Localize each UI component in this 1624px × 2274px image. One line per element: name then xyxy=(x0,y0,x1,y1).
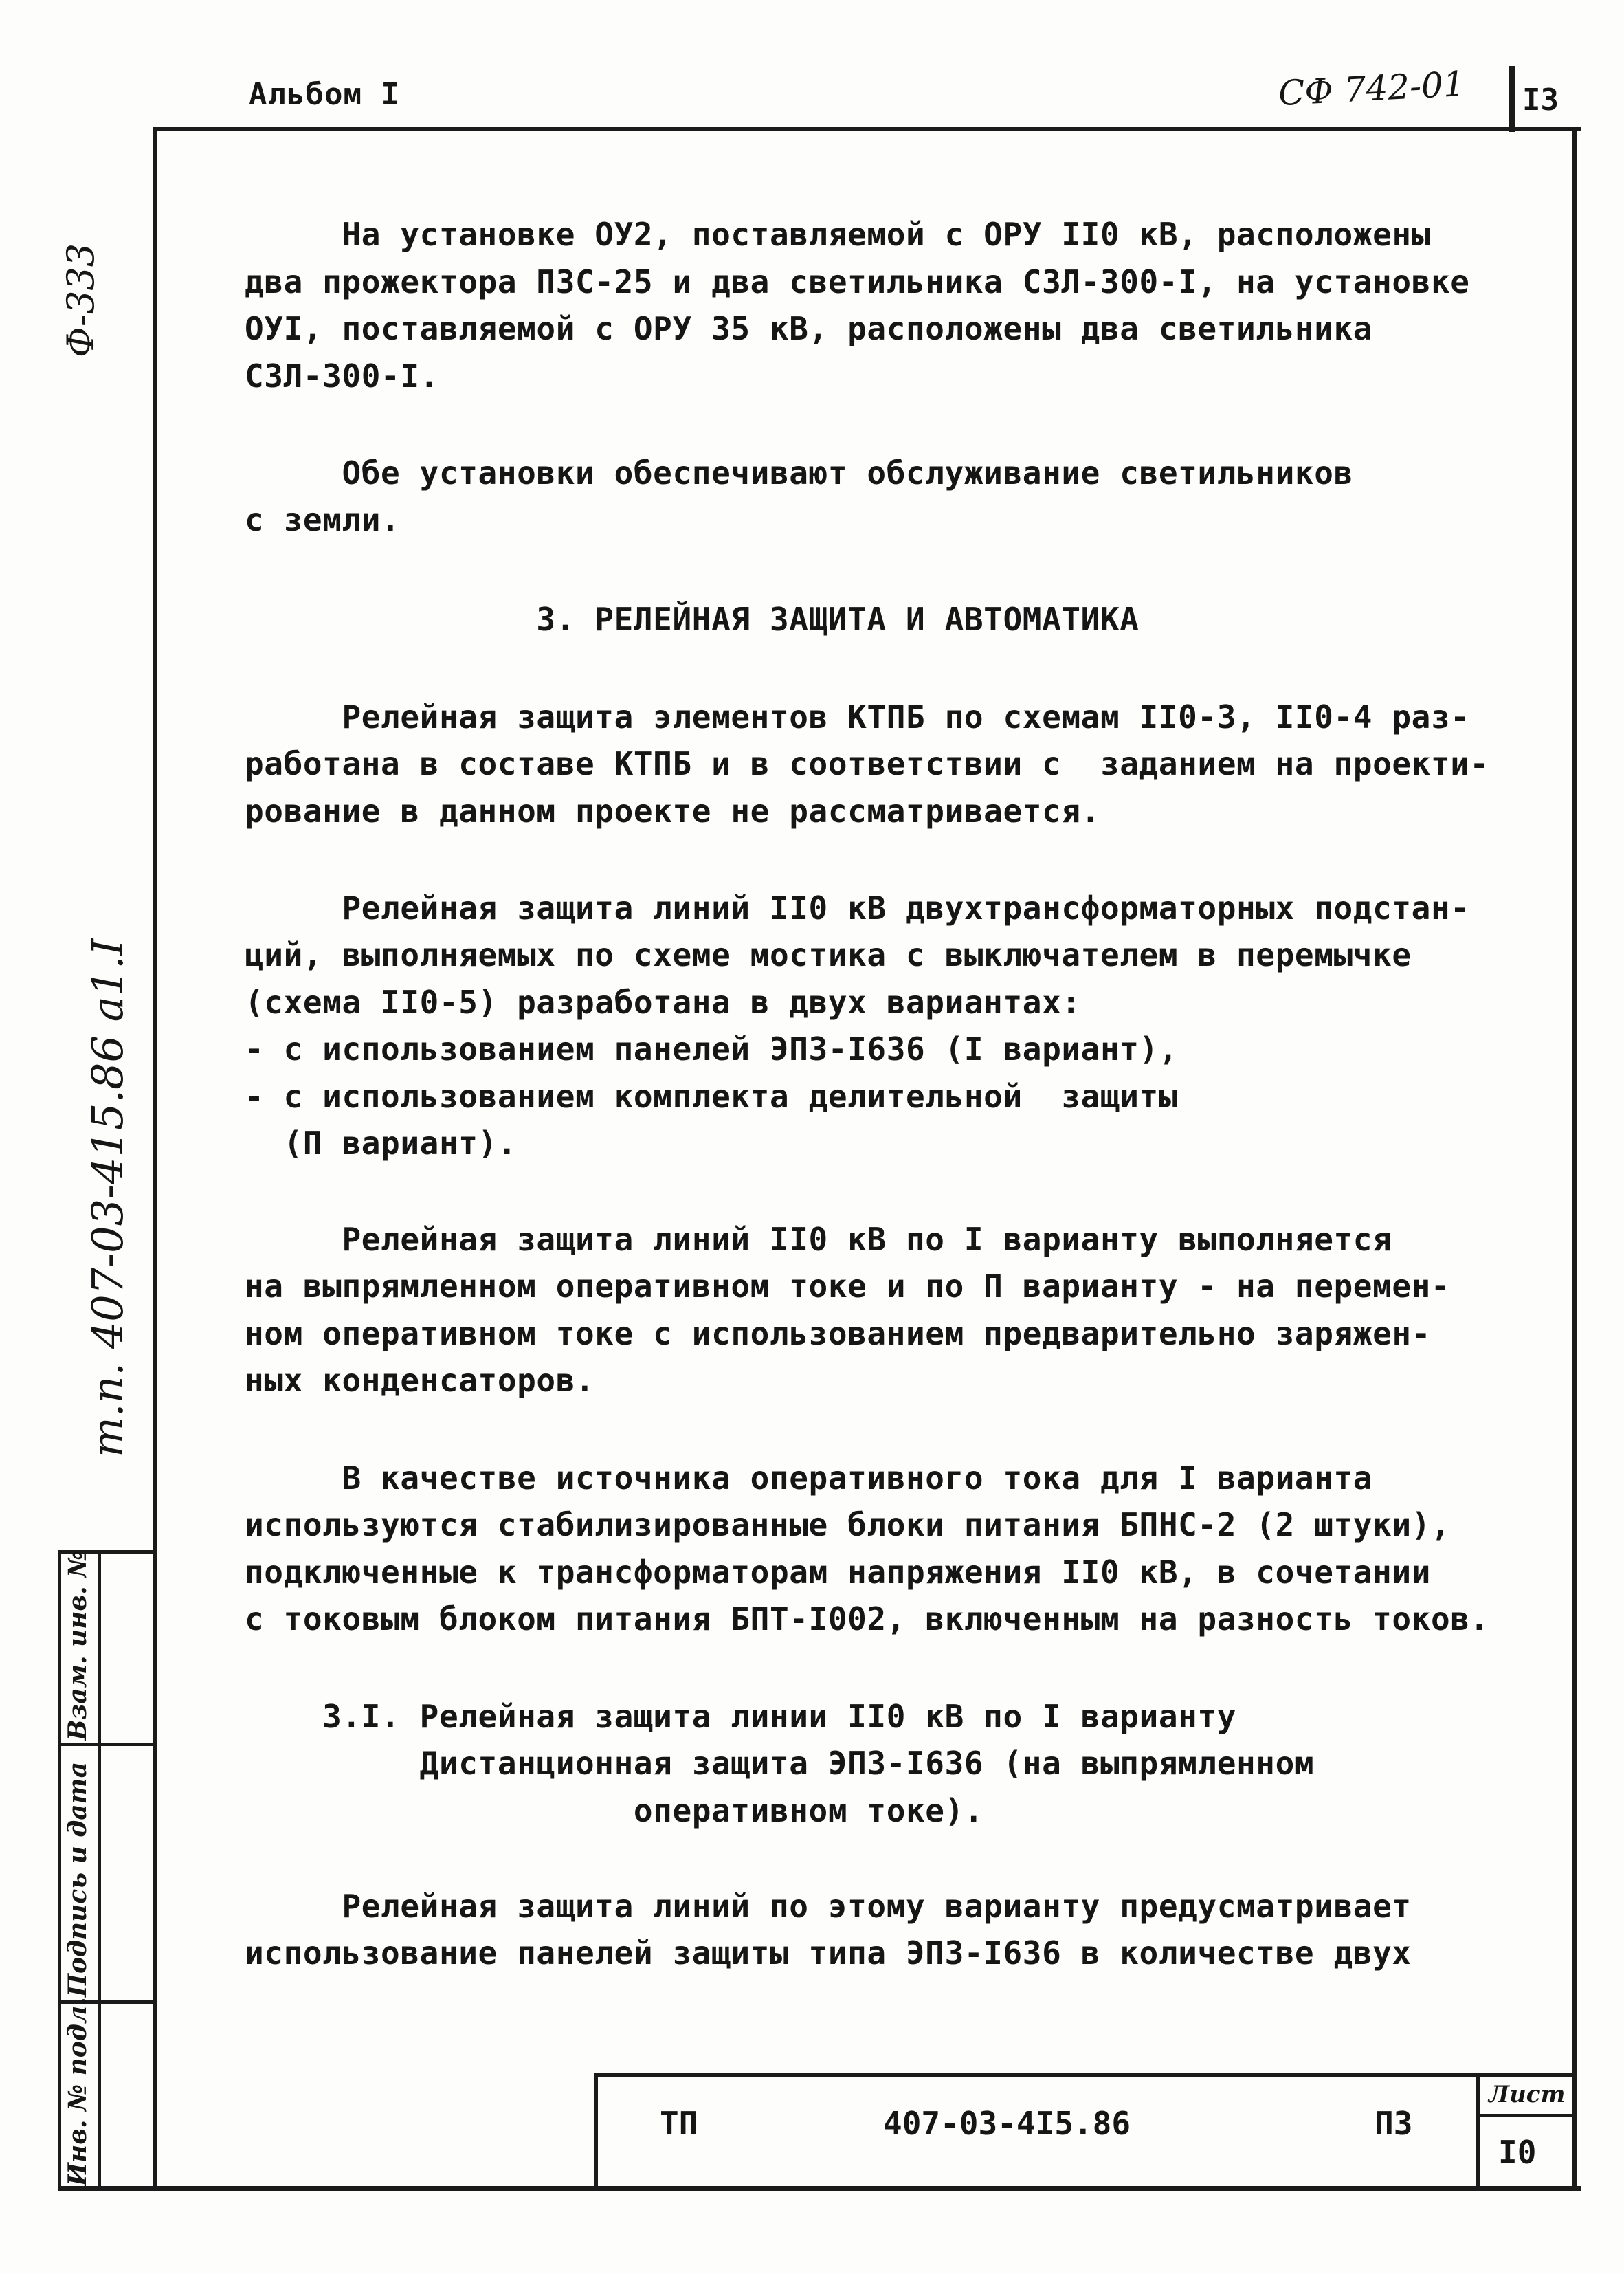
frame-left xyxy=(153,127,157,2189)
document-code: СФ 742-01 xyxy=(1277,63,1466,114)
text-line: ОУI, поставляемой с ОРУ 35 кВ, расположены два светильника xyxy=(245,310,1373,347)
text-line: работана в составе КТПБ и в соответствии с заданием на проекти- xyxy=(245,745,1489,782)
stamp-outer-left xyxy=(58,1550,61,2189)
document-type: ТП xyxy=(660,2105,698,2142)
subsection-heading: оперативном токе). xyxy=(245,1792,984,1829)
album-label: Альбом I xyxy=(249,77,400,112)
text-line: два прожектора ПЗС-25 и два светильника СЗЛ-300-I, на установке xyxy=(245,263,1470,300)
text-line: ном оперативном токе с использованием предварительно заряжен- xyxy=(245,1315,1431,1352)
text-line: На установке ОУ2, поставляемой с ОРУ II0 кВ, расположены xyxy=(245,216,1431,253)
stamp-divider xyxy=(98,1550,101,2189)
stamp-row-1 xyxy=(58,1743,155,1746)
text-line: Релейная защита линий по этому варианту предусматривает xyxy=(245,1888,1412,1925)
sheet-number: I0 xyxy=(1498,2134,1537,2171)
frame-top xyxy=(153,127,1581,131)
text-line: используются стабилизированные блоки питания БПНС-2 (2 штуки), xyxy=(245,1506,1451,1543)
form-label: Ф-333 xyxy=(59,243,102,357)
text-line: ных конденсаторов. xyxy=(245,1362,595,1399)
list-item: (П вариант). xyxy=(245,1125,518,1162)
list-item: - с использованием панелей ЭПЗ-I636 (I вариант), xyxy=(245,1030,1179,1068)
text-line: с токовым блоком питания БПТ-I002, включенным на разность токов. xyxy=(245,1600,1489,1637)
stamp-signature-date: Подпись и дата xyxy=(63,1761,92,1997)
text-line: СЗЛ-300-I. xyxy=(245,357,439,395)
subsection-heading: Дистанционная защита ЭПЗ-I636 (на выпрямленном xyxy=(245,1745,1315,1782)
project-number-handwritten: т.п. 407-03-415.86 а1.I xyxy=(82,938,133,1457)
title-block-top xyxy=(594,2073,1577,2077)
text-line: Релейная защита элементов КТПБ по схемам II0-3, II0-4 раз- xyxy=(245,698,1470,736)
section-heading: 3. РЕЛЕЙНАЯ ЗАЩИТА И АВТОМАТИКА xyxy=(245,601,1139,638)
frame-right xyxy=(1572,127,1577,2189)
subsection-heading: 3.I. Релейная защита линии II0 кВ по I варианту xyxy=(245,1698,1237,1735)
project-designation: 407-03-4I5.86 xyxy=(883,2105,1131,2142)
section-code: ПЗ xyxy=(1375,2105,1413,2142)
text-line: Обе установки обеспечивают обслуживание светильников xyxy=(245,454,1353,492)
frame-bottom xyxy=(58,2186,1581,2191)
text-line: с земли. xyxy=(245,501,401,538)
list-item: - с использованием комплекта делительной защиты xyxy=(245,1078,1179,1115)
text-line: рование в данном проекте не рассматривается. xyxy=(245,793,1100,830)
text-line: использование панелей защиты типа ЭПЗ-I636 в количестве двух xyxy=(245,1934,1412,1972)
text-line: на выпрямленном оперативном токе и по П варианту - на перемен- xyxy=(245,1268,1451,1305)
text-line: ций, выполняемых по схеме мостика с выключателем в перемычке xyxy=(245,936,1412,973)
text-line: (схема II0-5) разработана в двух вариантах: xyxy=(245,984,1081,1021)
sheet-cell-divider xyxy=(1476,2114,1577,2117)
sheet-label: Лист xyxy=(1489,2081,1566,2108)
text-line: В качестве источника оперативного тока для I варианта xyxy=(245,1459,1373,1497)
stamp-replaced-inv: Взам. инв. № xyxy=(63,1550,92,1741)
text-line: Релейная защита линий II0 кВ двухтрансформаторных подстан- xyxy=(245,890,1470,927)
page-number: I3 xyxy=(1522,82,1559,118)
stamp-inv-number: Инв. № подл. xyxy=(63,1997,92,2186)
text-line: Релейная защита линий II0 кВ по I варианту выполняется xyxy=(245,1221,1392,1258)
sheet-cell-left xyxy=(1476,2073,1480,2189)
title-block-left xyxy=(594,2073,598,2189)
page-number-divider xyxy=(1509,66,1515,132)
text-line: подключенные к трансформаторам напряжения II0 кВ, в сочетании xyxy=(245,1554,1431,1591)
